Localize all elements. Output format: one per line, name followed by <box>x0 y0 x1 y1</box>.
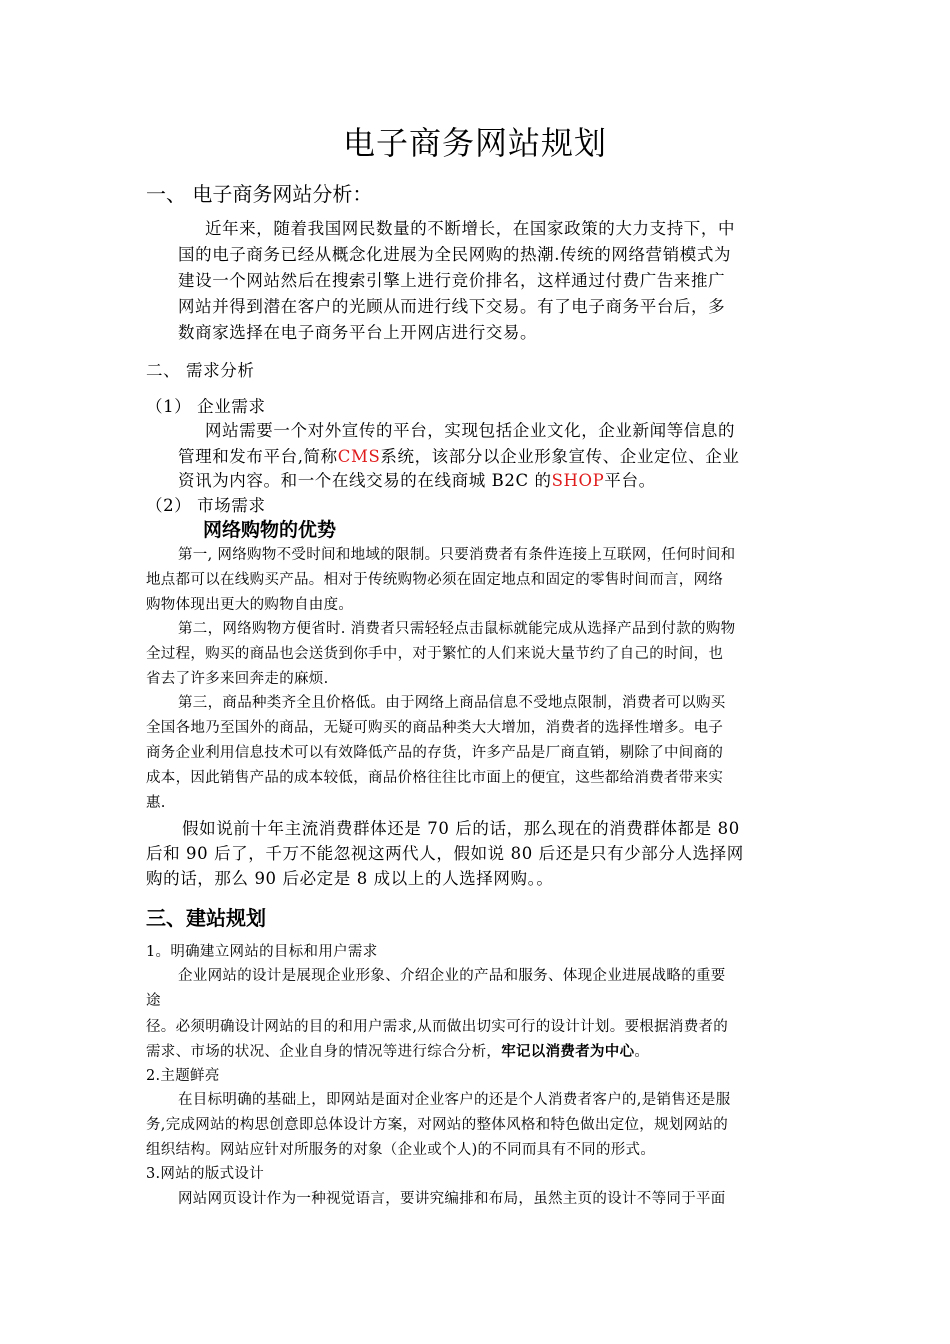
section-2-heading: 二、 需求分析 <box>146 361 255 380</box>
text-run: 资讯为内容。和一个在线交易的在线商城 B2C 的 <box>178 471 552 490</box>
paragraph-line: 后和 90 后了，千万不能忽视这两代人，假如说 80 后还是只有少部分人选择网 <box>146 844 744 863</box>
section-3-heading: 三、建站规划 <box>146 906 266 930</box>
paragraph-line: 购的话，那么 90 后必定是 8 成以上的人选择网购。。 <box>146 869 554 888</box>
item-2-line: 务,完成网站的构思创意即总体设计方案，对网站的整体风格和特色做出定位，规划网站的 <box>146 1117 729 1133</box>
item-2-line: 在目标明确的基础上，即网站是面对企业客户的还是个人消费者客户的,是销售还是服 <box>178 1092 731 1108</box>
cms-highlight: CMS <box>337 447 381 466</box>
text-run: 。 <box>634 1044 650 1060</box>
text-run: 系统，该部分以企业形象宣传、企业定位、企业 <box>380 447 740 466</box>
adv-line: 第一, 网络购物不受时间和地域的限制。只要消费者有条件连接上互联网，任何时间和 <box>178 547 736 563</box>
item-1-line: 径。必须明确设计网站的目的和用户需求,从而做出切实可行的设计计划。要根据消费者的 <box>146 1019 729 1035</box>
text-run: 需求、市场的状况、企业自身的情况等进行综合分析， <box>146 1044 502 1060</box>
adv-line: 地点都可以在线购买产品。相对于传统购物必须在固定地点和固定的零售时间而言，网络 <box>146 572 724 588</box>
item-2-heading: 2.主题鲜亮 <box>146 1068 220 1084</box>
document-title: 电子商务网站规划 <box>342 124 607 162</box>
adv-line: 商务企业利用信息技术可以有效降低产品的存货，许多产品是厂商直销，剔除了中间商的 <box>146 745 724 761</box>
adv-line: 购物体现出更大的购物自由度。 <box>146 597 354 613</box>
sub-1-heading: （1） 企业需求 <box>146 397 266 416</box>
adv-line: 第三，商品种类齐全且价格低。由于网络上商品信息不受地点限制，消费者可以购买 <box>178 695 726 711</box>
item-3-heading: 3.网站的版式设计 <box>146 1166 265 1182</box>
adv-line: 第二，网络购物方便省时. 消费者只需轻轻点击鼠标就能完成从选择产品到付款的购物 <box>178 621 736 637</box>
text-run: 平台。 <box>604 471 656 490</box>
paragraph-line: 假如说前十年主流消费群体还是 70 后的话，那么现在的消费群体都是 80 <box>182 819 740 838</box>
adv-line: 全过程，购买的商品也会送货到你手中，对于繁忙的人们来说大量节约了自己的时间，也 <box>146 646 724 662</box>
emphasis-text: 牢记以消费者为中心 <box>501 1044 635 1060</box>
item-1-line <box>146 1040 649 1061</box>
s1-line: 近年来，随着我国网民数量的不断增长，在国家政策的大力支持下，中 <box>205 219 736 238</box>
sub-1-line <box>178 443 739 467</box>
adv-line: 成本，因此销售产品的成本较低，商品价格往往比市面上的便宜，这些都给消费者带来实 <box>146 770 724 786</box>
sub-1-line: 网站需要一个对外宣传的平台，实现包括企业文化，企业新闻等信息的 <box>205 421 736 440</box>
section-1-heading: 一、 电子商务网站分析： <box>146 182 373 206</box>
item-1-line: 企业网站的设计是展现企业形象、介绍企业的产品和服务、体现企业进展战略的重要 <box>178 968 726 984</box>
s1-line: 建设一个网站然后在搜索引擎上进行竞价排名，这样通过付费广告来推广 <box>178 271 726 290</box>
item-1-line: 途 <box>146 993 161 1009</box>
item-2-line: 组织结构。网站应针对所服务的对象（企业或个人)的不同而具有不同的形式。 <box>146 1142 656 1158</box>
sub-1-line <box>178 467 656 491</box>
item-1-heading: 1。明确建立网站的目标和用户需求 <box>146 944 378 960</box>
adv-line: 全国各地乃至国外的商品，无疑可购买的商品种类大大增加，消费者的选择性增多。电子 <box>146 720 724 736</box>
s1-line: 网站并得到潜在客户的光顾从而进行线下交易。有了电子商务平台后，多 <box>178 297 726 316</box>
adv-line: 惠. <box>146 795 166 811</box>
text-run: 管理和发布平台,简称 <box>178 447 338 466</box>
advantages-title: 网络购物的优势 <box>203 519 337 541</box>
sub-2-heading: （2） 市场需求 <box>146 496 266 515</box>
item-3-line: 网站网页设计作为一种视觉语言，要讲究编排和布局，虽然主页的设计不等同于平面 <box>178 1191 726 1207</box>
adv-line: 省去了许多来回奔走的麻烦. <box>146 671 329 687</box>
s1-line: 数商家选择在电子商务平台上开网店进行交易。 <box>178 323 538 342</box>
shop-highlight: SHOP <box>551 471 605 490</box>
s1-line: 国的电子商务已经从概念化进展为全民网购的热潮.传统的网络营销模式为 <box>178 245 732 264</box>
